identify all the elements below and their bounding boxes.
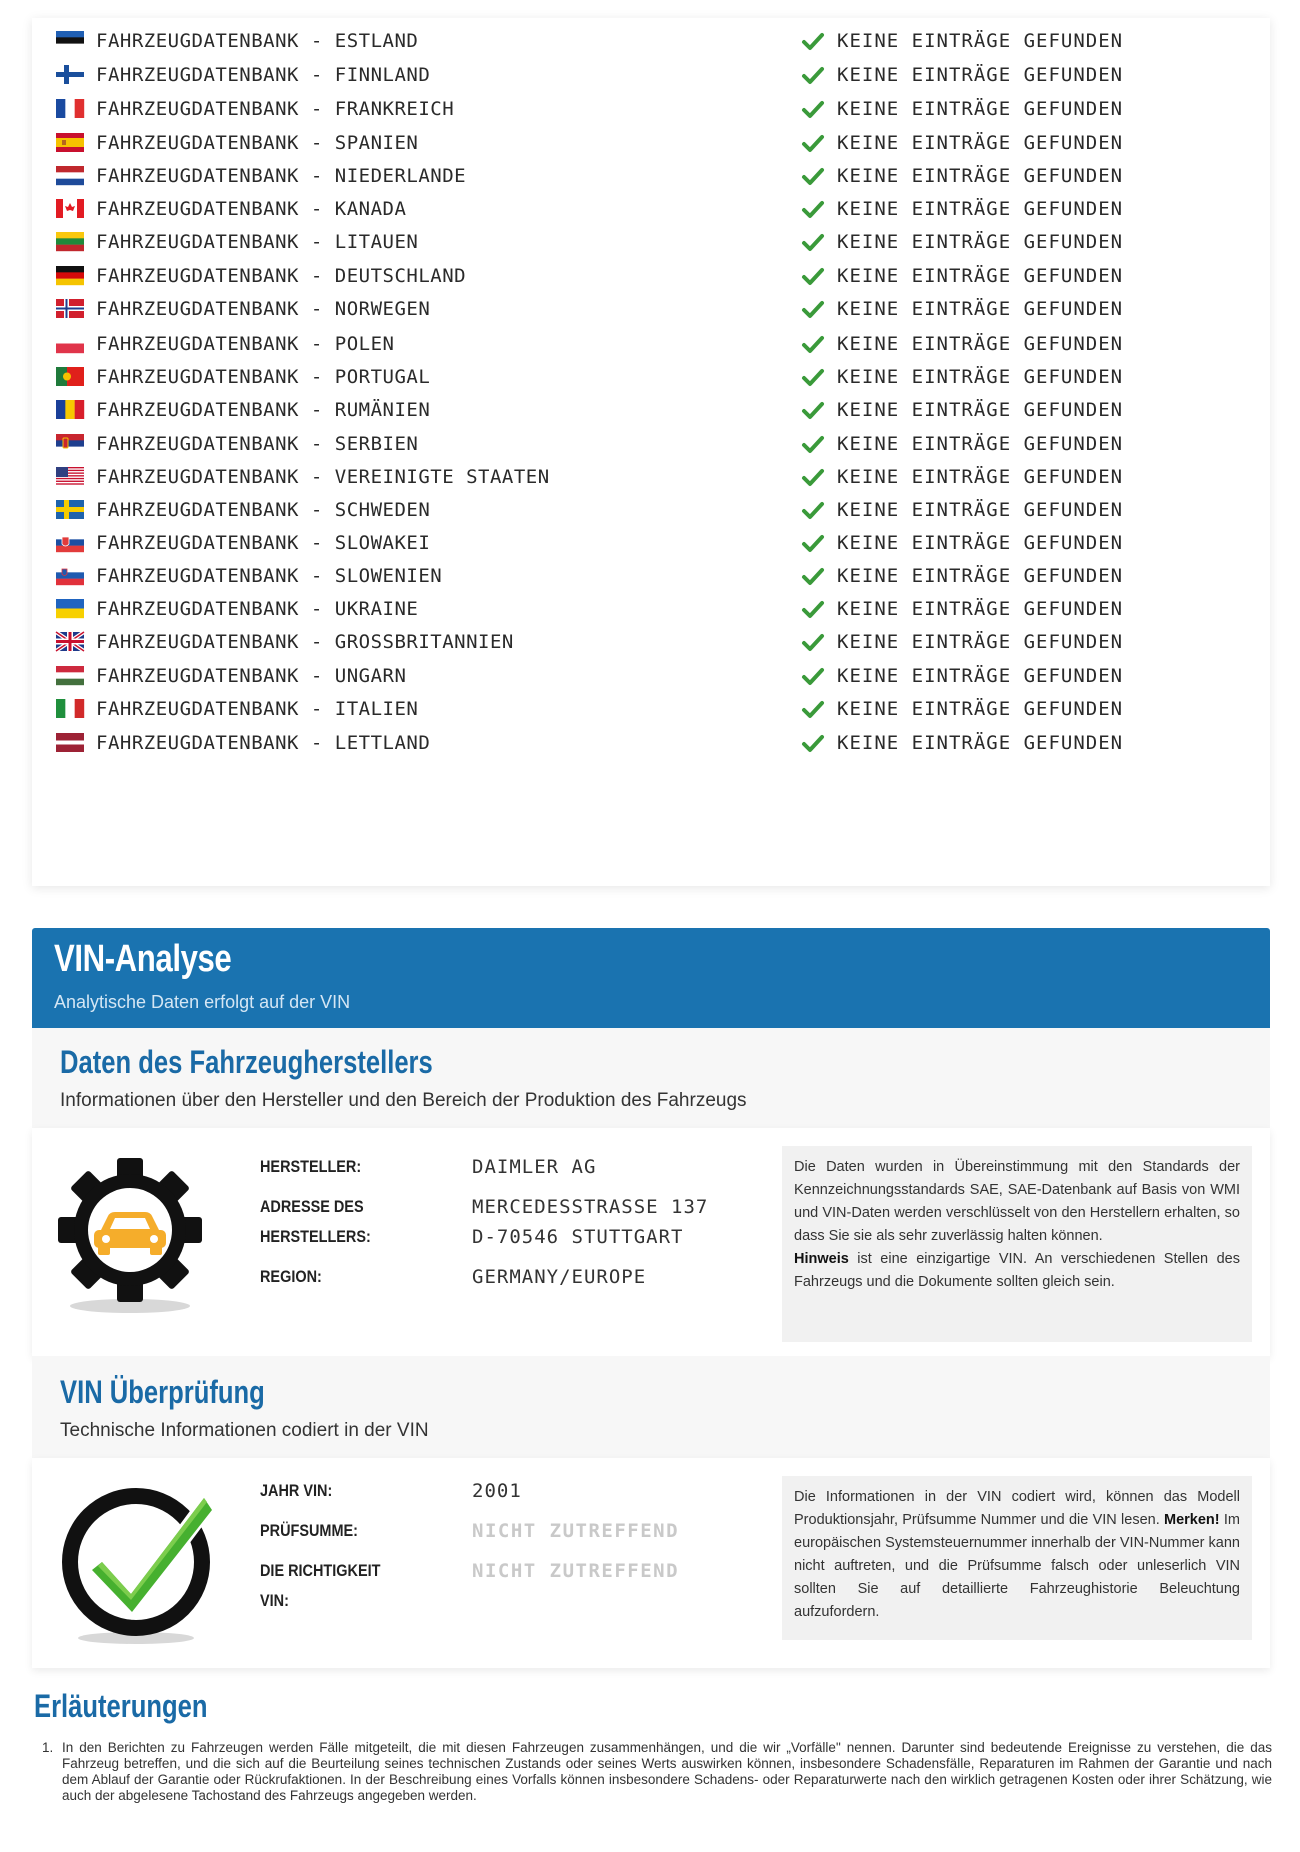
checkmark-icon	[802, 100, 824, 120]
explanations-title: Erläuterungen	[34, 1688, 208, 1724]
database-row	[32, 728, 1270, 758]
flag-sk-icon	[56, 533, 84, 552]
explanations-list	[42, 1740, 1272, 1840]
database-status: KEINE EINTRÄGE GEFUNDEN	[837, 231, 1124, 253]
database-name: FAHRZEUGDATENBANK - KANADA	[96, 198, 407, 220]
vin-check-note-text-2: Im europäischen Systemsteuernummer innerhalb der VIN-Nummer kann nicht auftreten, und die Prüfsumme falsch oder unleserlich VIN sollten Sie auf detaillierte Fahrzeughistorie Beleuchtung aufzufordern.	[794, 1512, 1240, 1620]
database-row	[32, 194, 1270, 224]
vin-analysis-title: VIN-Analyse	[54, 938, 232, 980]
flag-ee-icon	[56, 31, 84, 50]
manufacturer-value: DAIMLER AG	[472, 1156, 597, 1178]
database-name: FAHRZEUGDATENBANK - SPANIEN	[96, 132, 419, 154]
checkmark-icon	[802, 167, 824, 187]
database-status: KEINE EINTRÄGE GEFUNDEN	[837, 64, 1124, 86]
manufacturer-note-hint-bold: Hinweis	[794, 1251, 849, 1267]
region-label: REGION:	[260, 1267, 322, 1286]
checkmark-icon	[802, 435, 824, 455]
manufacturer-section-title: Daten des Fahrzeugherstellers	[60, 1044, 433, 1080]
database-status: KEINE EINTRÄGE GEFUNDEN	[837, 366, 1124, 388]
checkmark-icon	[802, 66, 824, 86]
address-value-line2: D-70546 STUTTGART	[472, 1226, 684, 1248]
manufacturer-note-hint-text: ist eine einzigartige VIN. An verschiedenen Stellen des Fahrzeugs und die Dokumente sollten gleich sein.	[794, 1251, 1240, 1290]
database-name: FAHRZEUGDATENBANK - RUMÄNIEN	[96, 399, 431, 421]
flag-ua-icon	[56, 599, 84, 618]
database-status: KEINE EINTRÄGE GEFUNDEN	[837, 198, 1124, 220]
checksum-value: NICHT ZUTREFFEND	[472, 1520, 680, 1542]
database-name: FAHRZEUGDATENBANK - GROSSBRITANNIEN	[96, 631, 514, 653]
flag-pl-icon	[56, 334, 84, 353]
database-row	[32, 462, 1270, 492]
flag-no-icon	[56, 299, 84, 318]
database-name: FAHRZEUGDATENBANK - UKRAINE	[96, 598, 419, 620]
flag-es-icon	[56, 133, 84, 152]
checkmark-icon	[802, 335, 824, 355]
database-status: KEINE EINTRÄGE GEFUNDEN	[837, 665, 1124, 687]
gear-car-icon	[56, 1156, 204, 1316]
database-row	[32, 128, 1270, 158]
vin-check-info-card	[32, 1458, 1270, 1668]
checkmark-icon	[802, 700, 824, 720]
database-row	[32, 694, 1270, 724]
vin-check-note	[782, 1476, 1252, 1640]
database-row	[32, 594, 1270, 624]
address-label-line1: ADRESSE DES	[260, 1197, 364, 1216]
checkmark-icon	[802, 300, 824, 320]
database-name: FAHRZEUGDATENBANK - FRANKREICH	[96, 98, 455, 120]
database-status: KEINE EINTRÄGE GEFUNDEN	[837, 399, 1124, 421]
database-row	[32, 60, 1270, 90]
manufacturer-note-text: Die Daten wurden in Übereinstimmung mit den Standards der Kennzeichnungsstandards SAE, SAE-Datenbank auf Basis von WMI und VIN-Daten werden verschlüsselt von den Herstellern erhalten, so dass Sie sie als sehr zuverlässig halten können.	[794, 1159, 1240, 1244]
database-row	[32, 26, 1270, 56]
database-status: KEINE EINTRÄGE GEFUNDEN	[837, 333, 1124, 355]
flag-ca-icon	[56, 199, 84, 218]
checkmark-icon	[802, 501, 824, 521]
flag-us-icon	[56, 467, 84, 486]
flag-fi-icon	[56, 65, 84, 84]
database-status: KEINE EINTRÄGE GEFUNDEN	[837, 298, 1124, 320]
database-row	[32, 261, 1270, 291]
manufacturer-section-subtitle: Informationen über den Hersteller und den Bereich der Produktion des Fahrzeugs	[60, 1090, 747, 1111]
year-value: 2001	[472, 1480, 522, 1502]
database-name: FAHRZEUGDATENBANK - POLEN	[96, 333, 395, 355]
database-status: KEINE EINTRÄGE GEFUNDEN	[837, 466, 1124, 488]
explanation-number: 1.	[42, 1740, 54, 1755]
database-row	[32, 661, 1270, 691]
checkmark-icon	[802, 667, 824, 687]
database-status: KEINE EINTRÄGE GEFUNDEN	[837, 98, 1124, 120]
database-row	[32, 627, 1270, 657]
checksum-label: PRÜFSUMME:	[260, 1521, 358, 1540]
checkmark-icon	[802, 600, 824, 620]
checkmark-icon	[802, 401, 824, 421]
validity-value: NICHT ZUTREFFEND	[472, 1560, 680, 1582]
database-row	[32, 528, 1270, 558]
validity-label-line1: DIE RICHTIGKEIT	[260, 1561, 381, 1580]
database-name: FAHRZEUGDATENBANK - PORTUGAL	[96, 366, 431, 388]
database-name: FAHRZEUGDATENBANK - SLOWENIEN	[96, 565, 443, 587]
database-name: FAHRZEUGDATENBANK - UNGARN	[96, 665, 407, 687]
database-row	[32, 294, 1270, 324]
flag-se-icon	[56, 500, 84, 519]
database-status: KEINE EINTRÄGE GEFUNDEN	[837, 565, 1124, 587]
vin-check-section-subtitle: Technische Informationen codiert in der VIN	[60, 1420, 429, 1441]
database-row	[32, 362, 1270, 392]
database-row	[32, 395, 1270, 425]
flag-nl-icon	[56, 166, 84, 185]
checkmark-icon	[802, 200, 824, 220]
flag-gb-icon	[56, 632, 84, 651]
database-name: FAHRZEUGDATENBANK - SLOWAKEI	[96, 532, 431, 554]
checkmark-icon	[802, 734, 824, 754]
flag-fr-icon	[56, 99, 84, 118]
manufacturer-info-card	[32, 1128, 1270, 1356]
vin-check-note-text-1: Die Informationen in der VIN codiert wird, können das Modell Produktionsjahr, Prüfsumme Nummer und die VIN lesen.	[794, 1489, 1240, 1528]
checkmark-icon	[802, 233, 824, 253]
database-row	[32, 227, 1270, 257]
checkmark-icon	[802, 267, 824, 287]
database-status: KEINE EINTRÄGE GEFUNDEN	[837, 433, 1124, 455]
database-status: KEINE EINTRÄGE GEFUNDEN	[837, 698, 1124, 720]
checkmark-circle-icon	[54, 1470, 224, 1646]
checkmark-icon	[802, 368, 824, 388]
database-name: FAHRZEUGDATENBANK - SERBIEN	[96, 433, 419, 455]
database-status: KEINE EINTRÄGE GEFUNDEN	[837, 532, 1124, 554]
explanation-text: In den Berichten zu Fahrzeugen werden Fälle mitgeteilt, die mit diesen Fahrzeugen zusammenhängen, und die wir „Vorfälle" nennen. Darunter sind bedeutende Ereignisse zu verstehen, die das Fahrzeug betreffen, und die sich auf die Beurteilung seines technischen Zustands oder seines Werts auswirken können, insbesondere Schadensfälle, Reparaturen im Rahmen der Garantie und nach dem Ablauf der Garantie oder Rückrufaktionen. In der Beschreibung eines Vorfalls können insbesondere Schadens- oder Reparaturwerte nach den wirklich getragenen Kosten oder ihrer Schätzung, wie auch der abgelesene Tachostand des Fahrzeugs angegeben werden.	[62, 1740, 1272, 1803]
database-row	[32, 161, 1270, 191]
database-row	[32, 495, 1270, 525]
database-status: KEINE EINTRÄGE GEFUNDEN	[837, 265, 1124, 287]
database-row	[32, 429, 1270, 459]
flag-de-icon	[56, 266, 84, 285]
vin-analysis-subtitle: Analytische Daten erfolgt auf der VIN	[54, 992, 351, 1012]
database-status: KEINE EINTRÄGE GEFUNDEN	[837, 598, 1124, 620]
database-name: FAHRZEUGDATENBANK - NIEDERLANDE	[96, 165, 467, 187]
database-results-card	[32, 18, 1270, 886]
database-name: FAHRZEUGDATENBANK - FINNLAND	[96, 64, 431, 86]
flag-rs-icon	[56, 434, 84, 453]
flag-hu-icon	[56, 666, 84, 685]
explanation-item	[42, 1740, 1272, 1804]
database-name: FAHRZEUGDATENBANK - SCHWEDEN	[96, 499, 431, 521]
database-row	[32, 329, 1270, 359]
database-status: KEINE EINTRÄGE GEFUNDEN	[837, 499, 1124, 521]
vin-check-note-bold: Merken!	[1164, 1512, 1220, 1528]
checkmark-icon	[802, 468, 824, 488]
checkmark-icon	[802, 633, 824, 653]
flag-pt-icon	[56, 367, 84, 386]
database-name: FAHRZEUGDATENBANK - DEUTSCHLAND	[96, 265, 467, 287]
database-row	[32, 94, 1270, 124]
manufacturer-label: HERSTELLER:	[260, 1157, 362, 1176]
flag-lt-icon	[56, 232, 84, 251]
database-name: FAHRZEUGDATENBANK - ESTLAND	[96, 30, 419, 52]
manufacturer-note	[782, 1146, 1252, 1342]
database-name: FAHRZEUGDATENBANK - NORWEGEN	[96, 298, 431, 320]
database-name: FAHRZEUGDATENBANK - LETTLAND	[96, 732, 431, 754]
vin-check-section-title: VIN Überprüfung	[60, 1374, 265, 1410]
region-value: GERMANY/EUROPE	[472, 1266, 647, 1288]
database-name: FAHRZEUGDATENBANK - VEREINIGTE STAATEN	[96, 466, 550, 488]
flag-si-icon	[56, 566, 84, 585]
year-label: JAHR VIN:	[260, 1481, 333, 1500]
checkmark-icon	[802, 32, 824, 52]
validity-label-line2: VIN:	[260, 1591, 289, 1610]
database-row	[32, 561, 1270, 591]
flag-it-icon	[56, 699, 84, 718]
address-value-line1: MERCEDESSTRASSE 137	[472, 1196, 709, 1218]
checkmark-icon	[802, 534, 824, 554]
address-label-line2: HERSTELLERS:	[260, 1227, 371, 1246]
database-status: KEINE EINTRÄGE GEFUNDEN	[837, 30, 1124, 52]
database-status: KEINE EINTRÄGE GEFUNDEN	[837, 732, 1124, 754]
flag-lv-icon	[56, 733, 84, 752]
checkmark-icon	[802, 134, 824, 154]
database-name: FAHRZEUGDATENBANK - LITAUEN	[96, 231, 419, 253]
checkmark-icon	[802, 567, 824, 587]
database-name: FAHRZEUGDATENBANK - ITALIEN	[96, 698, 419, 720]
flag-ro-icon	[56, 400, 84, 419]
vin-analysis-header	[32, 928, 1270, 1028]
database-status: KEINE EINTRÄGE GEFUNDEN	[837, 631, 1124, 653]
database-status: KEINE EINTRÄGE GEFUNDEN	[837, 165, 1124, 187]
database-status: KEINE EINTRÄGE GEFUNDEN	[837, 132, 1124, 154]
